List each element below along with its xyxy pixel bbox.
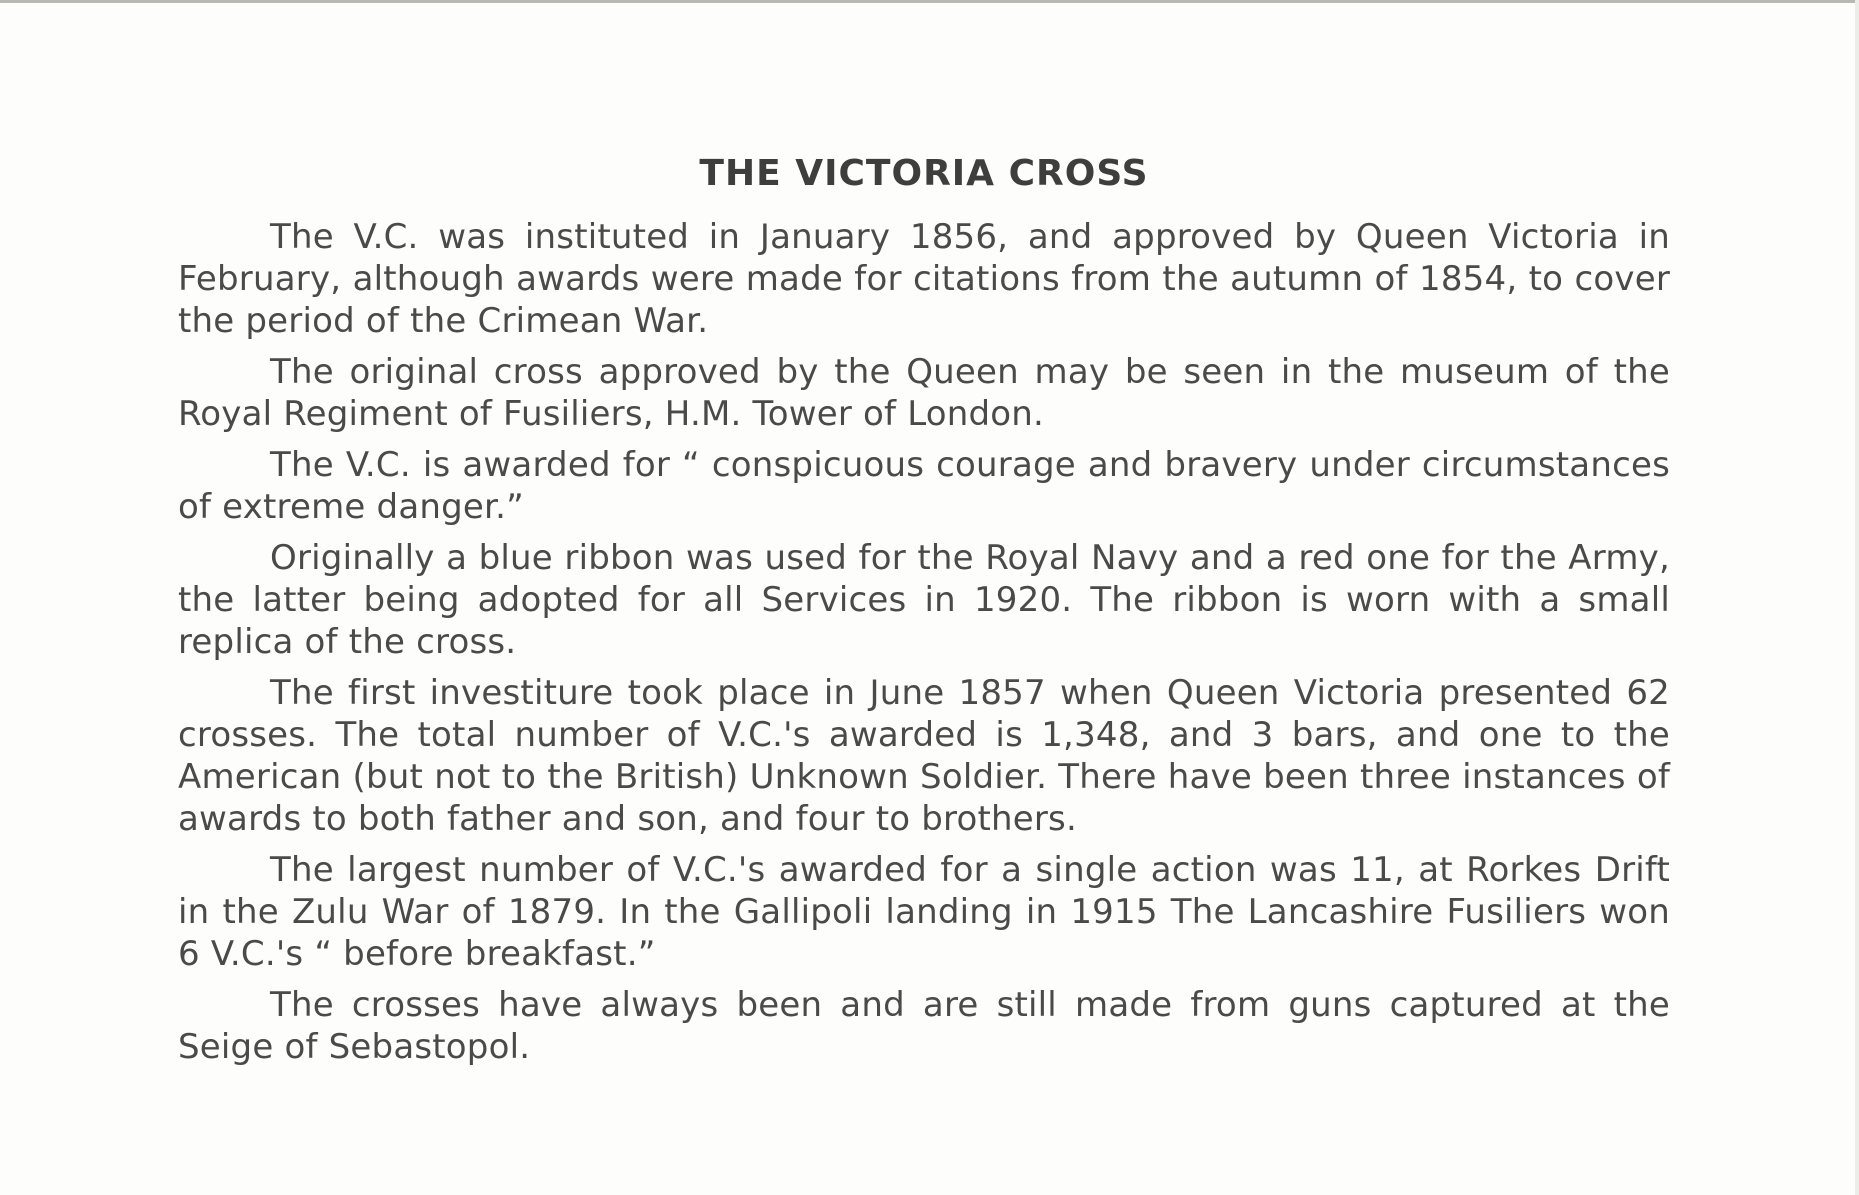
paragraph-original-cross: The original cross approved by the Queen may be seen in the museum of the Royal Regiment of Fusiliers, H.M. Tower of London. [178, 352, 1670, 434]
card-right-edge [1855, 0, 1859, 1195]
paragraph-ribbon: Originally a blue ribbon was used for the Royal Navy and a red one for the Army, the latter being adopted for all Services in 1920. The ribbon is worn with a small replica of the cross. [178, 538, 1670, 662]
paragraph-award-criteria: The V.C. is awarded for “ conspicuous courage and bravery under circumstances of extreme danger.” [178, 445, 1670, 527]
paragraph-first-investiture: The first investiture took place in June 1857 when Queen Victoria presented 62 crosses. The total number of V.C.'s awarded is 1,348, and 3 bars, and one to the American (but not to the British) Unknown Soldier. There have been three instances of awards to both father and son, and four to brothers. [178, 673, 1670, 839]
top-border-line [0, 0, 1859, 3]
document-card [178, 148, 1670, 1077]
paragraph-crosses-origin: The crosses have always been and are still made from guns captured at the Seige of Sebastopol. [178, 985, 1670, 1067]
paragraph-institution: The V.C. was instituted in January 1856, and approved by Queen Victoria in February, although awards were made for citations from the autumn of 1854, to cover the period of the Crimean War. [178, 217, 1670, 341]
document-title: THE VICTORIA CROSS [699, 153, 1149, 194]
paragraph-largest-action: The largest number of V.C.'s awarded for a single action was 11, at Rorkes Drift in the Zulu War of 1879. In the Gallipoli landing in 1915 The Lancashire Fusiliers won 6 V.C.'s “ before breakfast.” [178, 850, 1670, 974]
